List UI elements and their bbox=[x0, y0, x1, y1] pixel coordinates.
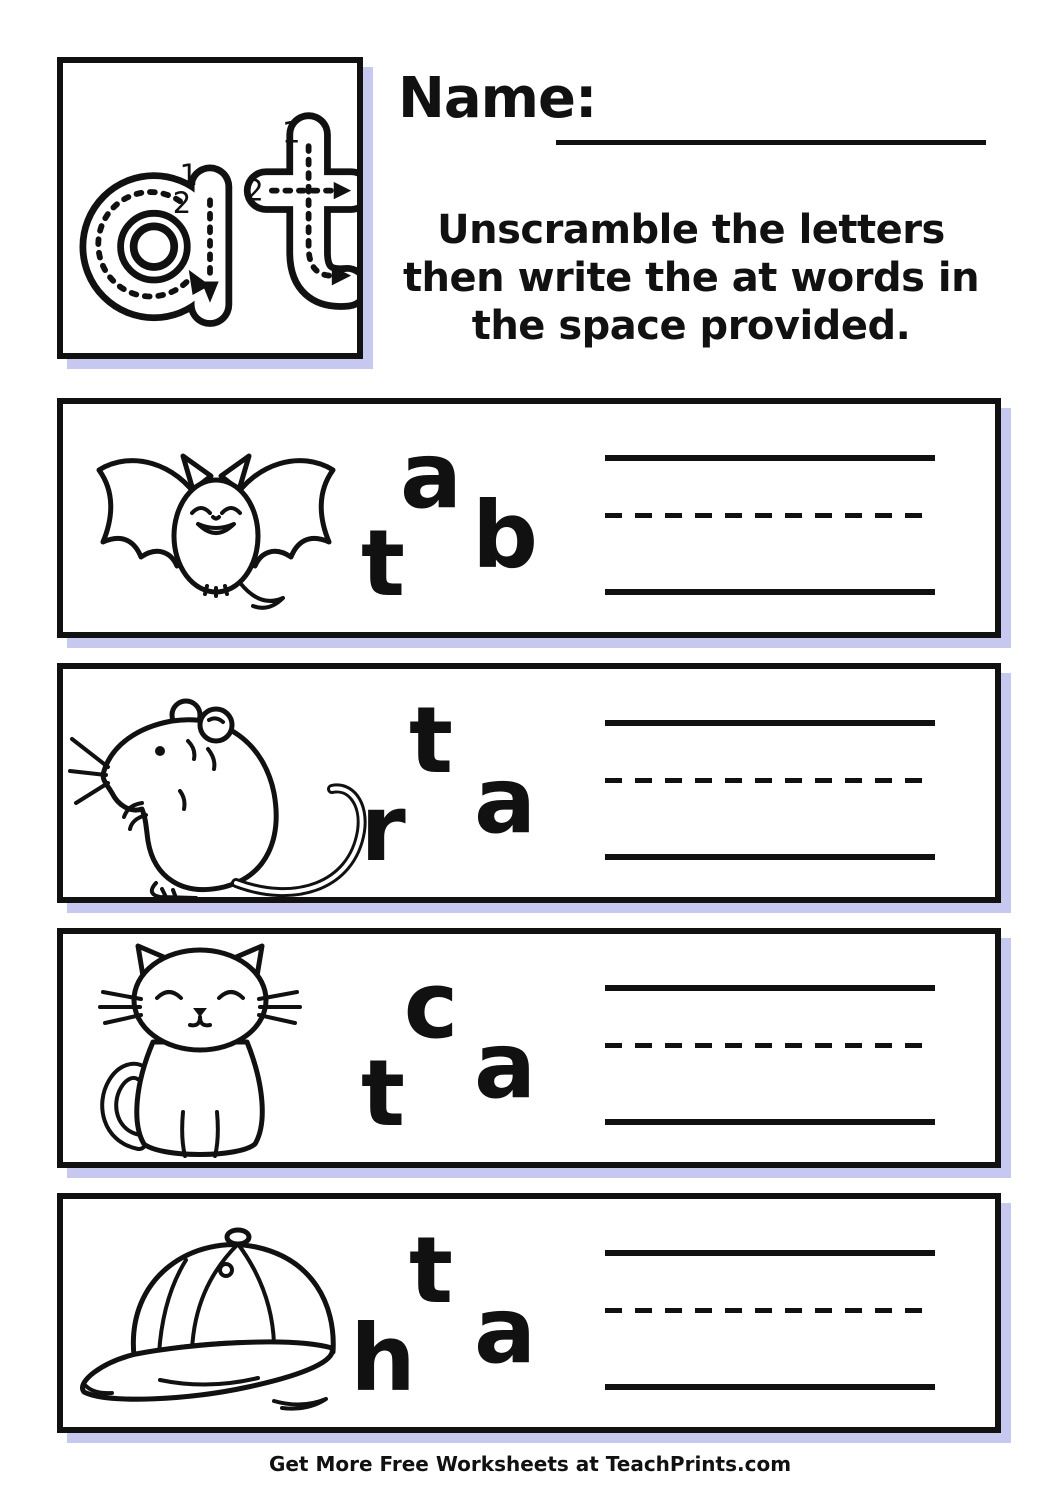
writing-line-bottom[interactable] bbox=[605, 589, 935, 595]
writing-line-top[interactable] bbox=[605, 1250, 935, 1256]
writing-line-bottom[interactable] bbox=[605, 854, 935, 860]
footer-credit: Get More Free Worksheets at TeachPrints.com bbox=[268, 1452, 792, 1476]
scrambled-letter: a bbox=[399, 422, 463, 529]
trace-number-a-1: 1 bbox=[179, 157, 198, 192]
instructions bbox=[385, 206, 997, 350]
trace-number-a-2: 2 bbox=[172, 185, 192, 220]
scrambled-letter: r bbox=[360, 775, 406, 882]
scrambled-letter: t bbox=[409, 1217, 453, 1324]
cat-illustration bbox=[95, 936, 305, 1162]
scrambled-letter: t bbox=[409, 687, 453, 794]
writing-line-middle[interactable] bbox=[605, 778, 935, 783]
writing-line-middle[interactable] bbox=[605, 1308, 935, 1313]
name-input-line[interactable] bbox=[556, 140, 986, 145]
writing-line-top[interactable] bbox=[605, 455, 935, 461]
writing-line-middle[interactable] bbox=[605, 1043, 935, 1048]
instructions-line-3: the space provided. bbox=[471, 303, 911, 349]
scrambled-letter: c bbox=[403, 952, 459, 1059]
at-tracing-graphic bbox=[63, 63, 357, 353]
answer-writing-lines[interactable] bbox=[605, 1199, 935, 1427]
word-card-hat bbox=[57, 1193, 1001, 1433]
writing-line-top[interactable] bbox=[605, 720, 935, 726]
scrambled-letter: a bbox=[473, 747, 537, 854]
instructions-line-2: then write the at words in bbox=[402, 255, 980, 301]
scrambled-letter: t bbox=[361, 510, 405, 617]
scrambled-letter: h bbox=[350, 1305, 416, 1412]
bat-illustration bbox=[71, 418, 361, 618]
trace-number-t-1: 1 bbox=[281, 115, 301, 150]
scrambled-letter: t bbox=[361, 1040, 405, 1147]
word-card-bat bbox=[57, 398, 1001, 638]
answer-writing-lines[interactable] bbox=[605, 934, 935, 1162]
writing-line-bottom[interactable] bbox=[605, 1384, 935, 1390]
answer-writing-lines[interactable] bbox=[605, 404, 935, 632]
writing-line-bottom[interactable] bbox=[605, 1119, 935, 1125]
scrambled-letter: b bbox=[472, 482, 538, 589]
answer-writing-lines[interactable] bbox=[605, 669, 935, 897]
scrambled-letter: a bbox=[473, 1277, 537, 1384]
writing-line-top[interactable] bbox=[605, 985, 935, 991]
instructions-line-1: Unscramble the letters bbox=[437, 207, 945, 253]
writing-line-middle[interactable] bbox=[605, 513, 935, 518]
trace-number-t-2: 2 bbox=[245, 173, 264, 208]
word-card-cat bbox=[57, 928, 1001, 1168]
hat-illustration bbox=[68, 1204, 358, 1424]
name-label: Name: bbox=[398, 66, 597, 131]
rat-illustration bbox=[68, 671, 368, 899]
at-tracing-card bbox=[57, 57, 363, 359]
word-card-rat bbox=[57, 663, 1001, 903]
scrambled-letter: a bbox=[473, 1012, 537, 1119]
